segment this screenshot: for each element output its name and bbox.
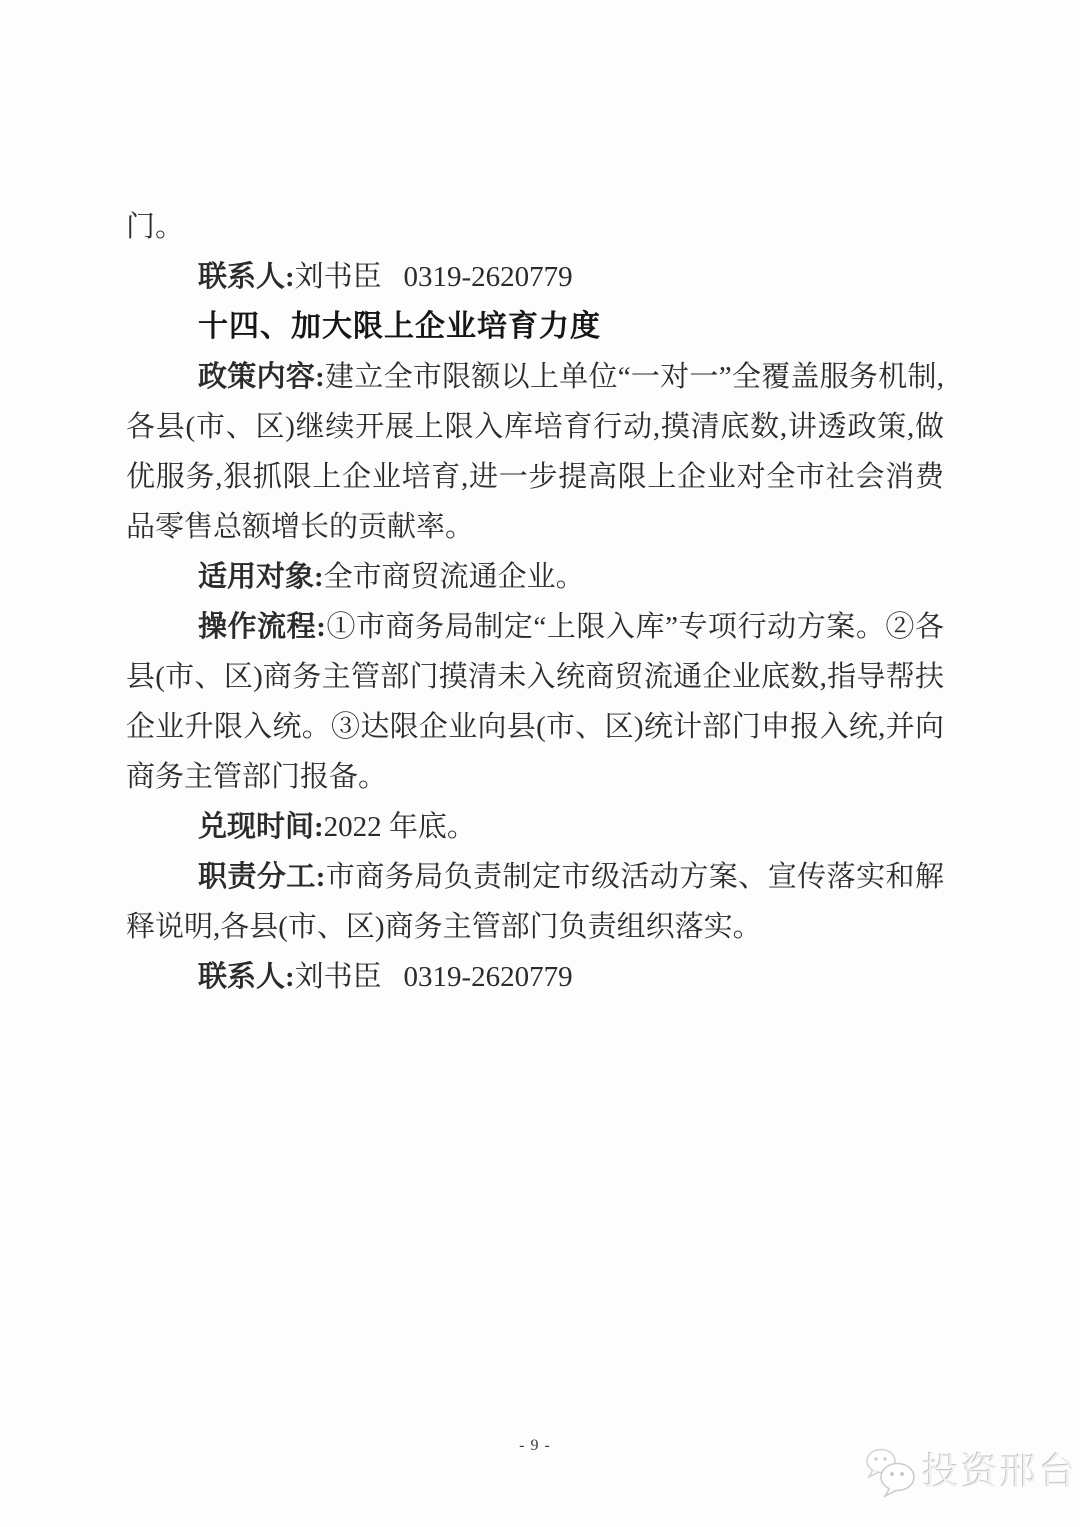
duty-label: 职责分工:	[198, 861, 326, 893]
contact-phone: 0319-2620779	[403, 261, 573, 293]
paragraph-process	[126, 602, 944, 802]
wechat-bubbles-icon	[864, 1444, 918, 1500]
contact-phone: 0319-2620779	[403, 961, 573, 993]
paragraph-duty	[126, 852, 944, 952]
process-label: 操作流程:	[198, 611, 326, 643]
section-heading: 十四、加大限上企业培育力度	[198, 310, 601, 343]
deadline-label: 兑现时间:	[198, 811, 324, 843]
policy-label: 政策内容:	[198, 361, 325, 393]
target-label: 适用对象:	[198, 561, 324, 593]
target-text: 全市商贸流通企业。	[323, 561, 585, 593]
deadline-text: 2022 年底。	[323, 811, 476, 843]
bubble-eye	[890, 1472, 894, 1476]
policy-text: 建立全市限额以上单位“一对一”全覆盖服务机制,各县(市、区)继续开展上限入库培育行动,摸清底数,讲透政策,做优服务,狠抓限上企业培育,进一步提高限上企业对全市社会消费品零售总额增长的贡献率。	[126, 361, 944, 543]
watermark-text: 投资邢台	[922, 1451, 1078, 1492]
contact-name: 刘书臣	[294, 261, 382, 293]
contact-line-bottom	[126, 952, 944, 1002]
document-body	[126, 202, 944, 1002]
contact-label: 联系人:	[198, 961, 295, 993]
process-text: ①市商务局制定“上限入库”专项行动方案。②各县(市、区)商务主管部门摸清未入统商贸流通企业底数,指导帮扶企业升限入统。③达限企业向县(市、区)统计部门申报入统,并向商务主管部门报备。	[126, 611, 944, 793]
paragraph-policy	[126, 352, 944, 552]
paragraph-target	[126, 552, 944, 602]
watermark	[864, 1444, 1078, 1500]
contact-line-top	[126, 252, 944, 302]
continuation-text: 门。	[126, 211, 185, 243]
bubble-eye	[874, 1457, 877, 1460]
bubble-eye	[900, 1472, 904, 1476]
page-number: - 9 -	[519, 1437, 551, 1454]
bubble-eye	[883, 1457, 886, 1460]
paragraph-continuation	[126, 202, 944, 252]
duty-text: 市商务局负责制定市级活动方案、宣传落实和解释说明,各县(市、区)商务主管部门负责组织落实。	[126, 861, 944, 943]
paragraph-deadline	[126, 802, 944, 852]
contact-name: 刘书臣	[294, 961, 382, 993]
contact-label: 联系人:	[198, 261, 295, 293]
